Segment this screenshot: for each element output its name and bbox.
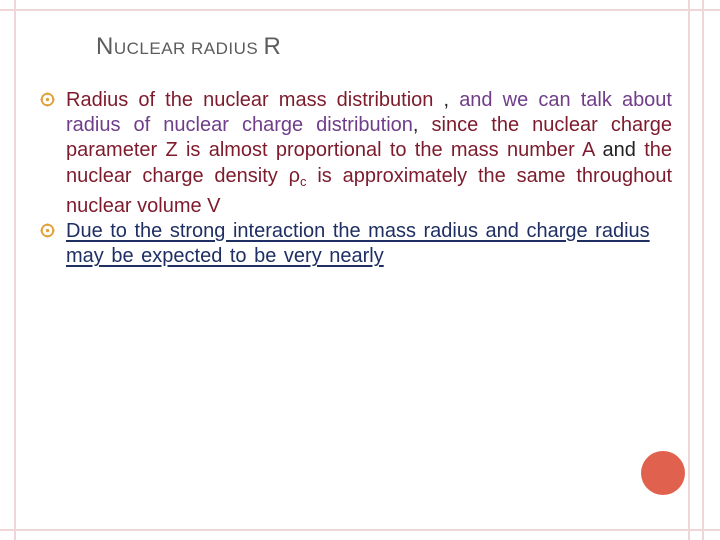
title-small-caps: UCLEAR RADIUS [113, 39, 264, 58]
bullet-text-part: and we can talk about radius of nuclear charge distribution [66, 89, 672, 137]
corner-decoration-circle [641, 451, 685, 495]
gear-icon [40, 223, 55, 238]
bullet-text-part: and [602, 139, 645, 162]
bullet-text-part: is approximately the same throughout nuclear volume V [66, 164, 672, 217]
title-initial-cap: N [96, 33, 114, 60]
bullet-text-part: , [412, 114, 432, 137]
frame-line-left [14, 0, 16, 540]
bullet-strong-interaction [38, 219, 672, 269]
subscript-c: c [300, 173, 307, 189]
bullet-text-part: since the nuclear charge parameter Z is almost proportional to the mass number A [66, 114, 672, 162]
frame-line-top [0, 9, 720, 11]
slide-title [96, 33, 281, 61]
gear-icon [40, 92, 55, 107]
bullet-text-part: the nuclear charge density ρ [66, 139, 672, 187]
bullet-text: Due to the strong interaction the mass radius and charge radius may be expected to be very nearly [66, 220, 650, 268]
frame-line-bottom [0, 529, 720, 531]
frame-line-right-outer [702, 0, 704, 540]
slide-content [38, 88, 672, 269]
bullet-text-part: , [433, 89, 460, 111]
frame-line-right-inner [688, 0, 690, 540]
title-final-cap: R [263, 33, 282, 60]
bullet-text-part: Radius of the nuclear mass distribution [66, 89, 434, 111]
bullet-mass-distribution [38, 88, 672, 219]
